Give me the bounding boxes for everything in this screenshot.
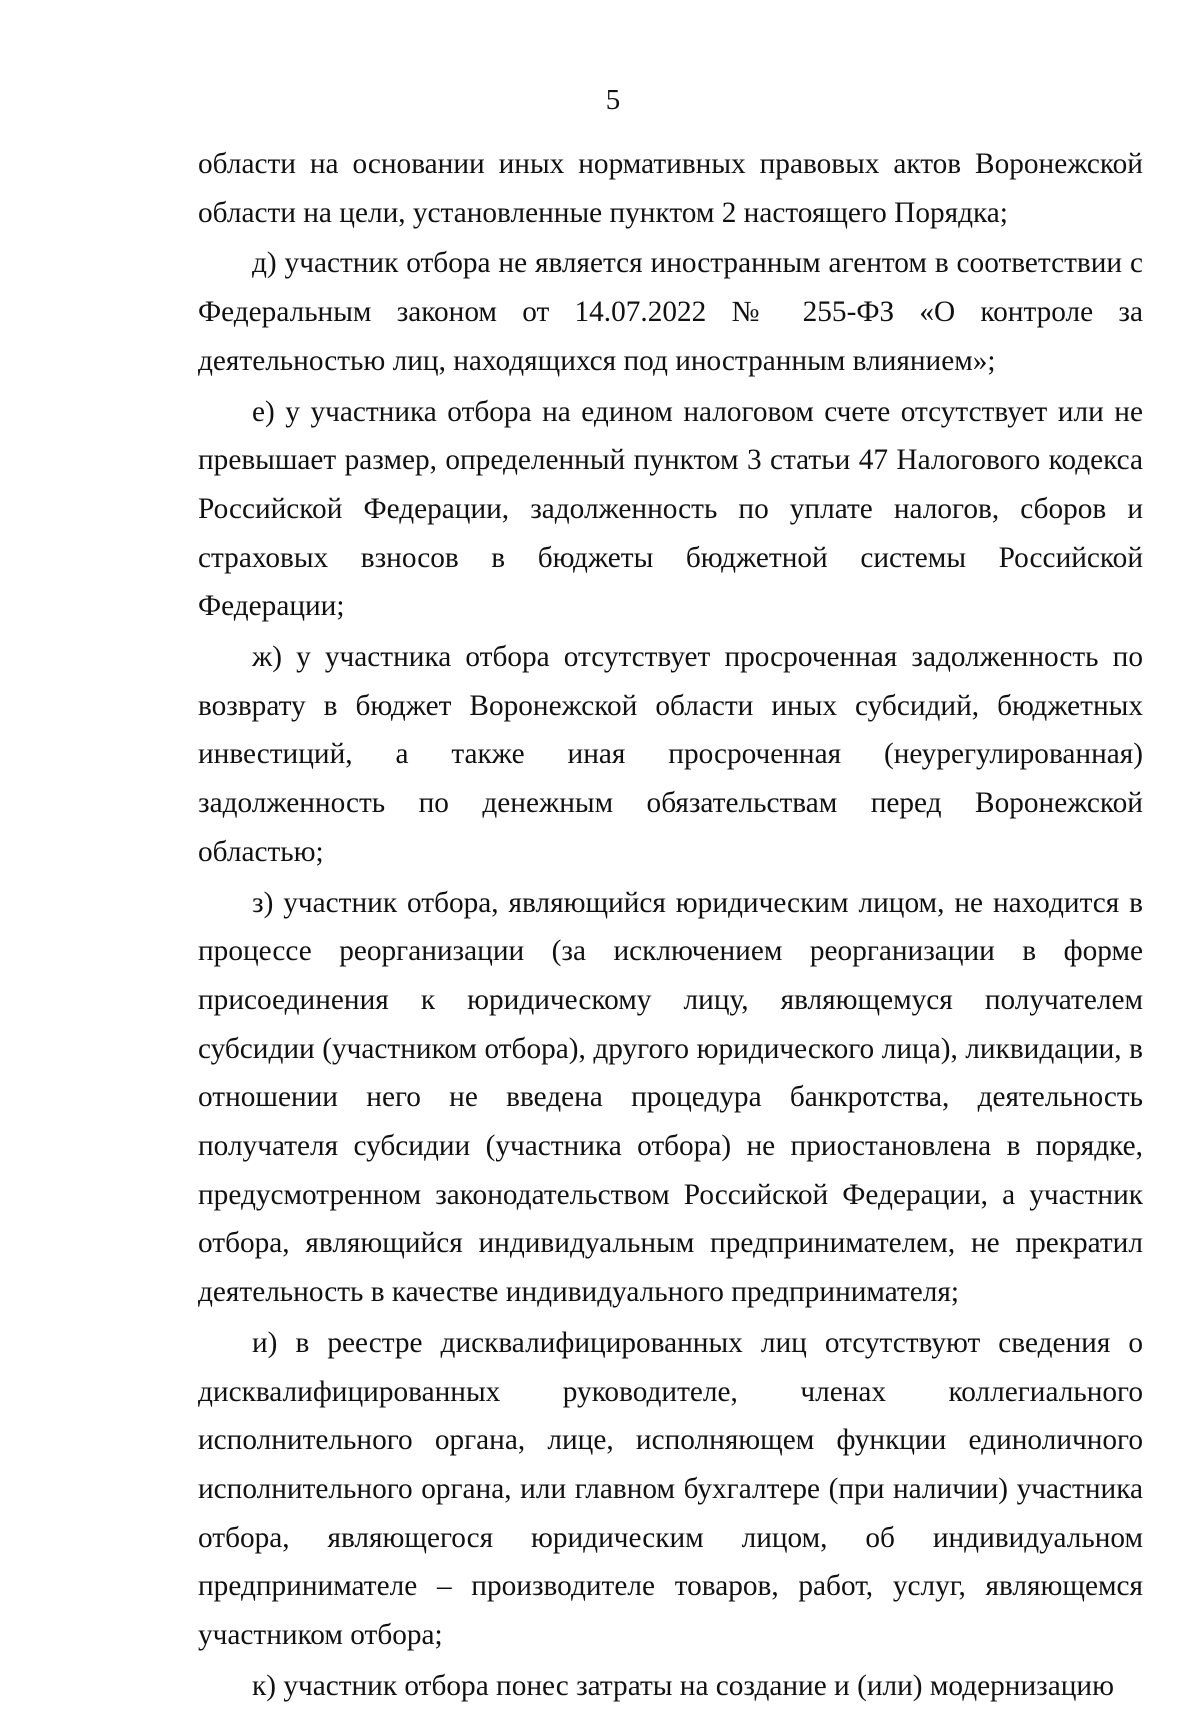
paragraph-item-e: е) у участника отбора на едином налоговом счете отсутствует или не превышает размер, определенный пунктом 3 статьи 47 Налогового кодекса Российской Федерации, задолженность по уплате налогов, сборов и страховых взносов в бюджеты бюджетной системы Российской Федерации; [198, 395, 1143, 623]
page-number: 5 [605, 84, 621, 116]
paragraph-item-k: к) участник отбора понес затраты на создание и (или) модернизацию [252, 1669, 1114, 1702]
paragraph-item-i: и) в реестре дисквалифицированных лиц отсутствуют сведения о дисквалифицированных руководителе, членах коллегиального исполнительного органа, лице, исполняющем функции единоличного исполнительного органа, или главном бухгалтере (при наличии) участника отбора, являющегося юридическим лицом, об индивидуальном предпринимателе – производителе товаров, работ, услуг, являющемся участником отбора; [198, 1326, 1143, 1652]
paragraph-continuation: области на основании иных нормативных правовых актов Воронежской области на цели, установленные пунктом 2 настоящего Порядка; [198, 148, 1143, 229]
paragraph-item-z: з) участник отбора, являющийся юридическим лицом, не находится в процессе реорганизации (за исключением реорганизации в форме присоединения к юридическому лицу, являющемуся получателем субсидии (участником отбора), другого юридического лица), ликвидации, в отношении него не введена процедура банкротства, деятельность получателя субсидии (участника отбора) не приостановлена в порядке, предусмотренном законодательством Российской Федерации, а участник отбора, являющийся индивидуальным предпринимателем, не прекратил деятельность в качестве индивидуального предпринимателя; [198, 886, 1143, 1309]
paragraph-item-zh: ж) у участника отбора отсутствует просроченная задолженность по возврату в бюджет Воронежской области иных субсидий, бюджетных инвестиций, а также иная просроченная (неурегулированная) задолженность по денежным обязательствам перед Воронежской областью; [198, 641, 1143, 868]
paragraph-item-d: д) участник отбора не является иностранным агентом в соответствии с Федеральным законом от 14.07.2022 № 255-ФЗ «О контроле за деятельностью лиц, находящихся под иностранным влиянием»; [198, 247, 1143, 377]
document-body [198, 140, 1143, 1713]
